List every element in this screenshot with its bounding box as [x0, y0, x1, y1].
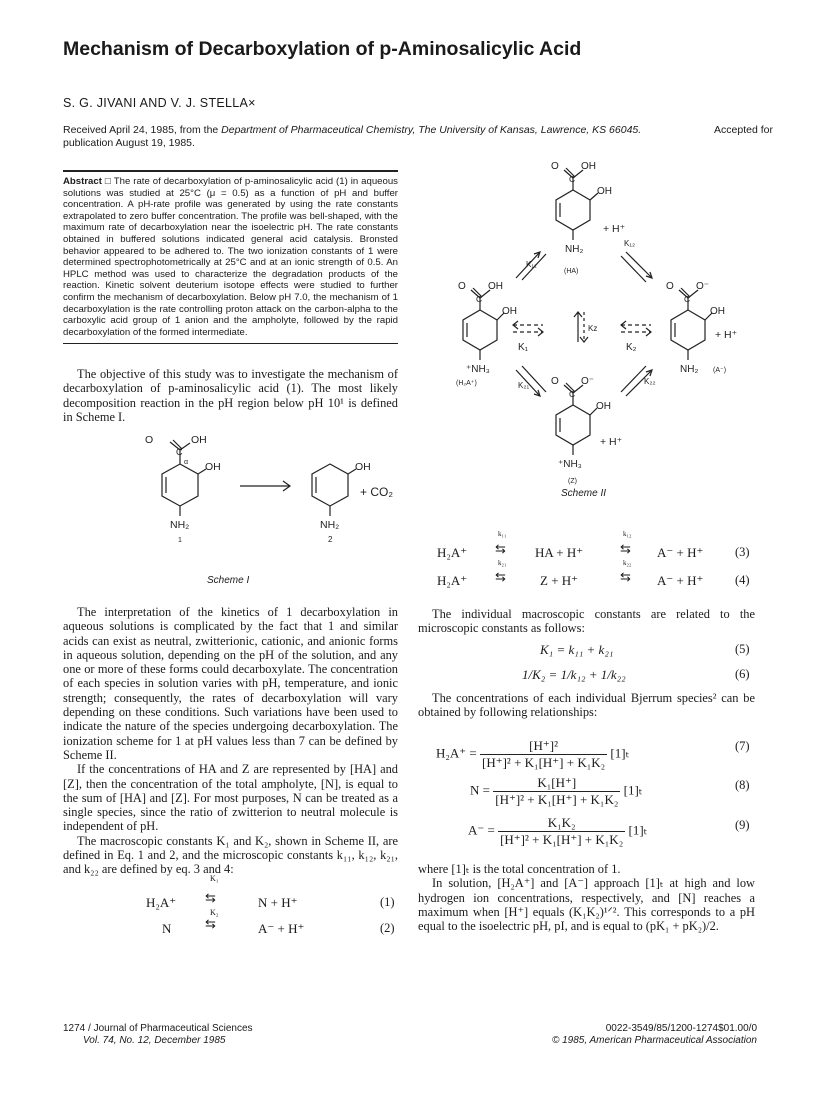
equation-6: 1/K₂ = 1/k₁₂ + 1/k₂₂	[522, 667, 626, 682]
equation-5-number: (5)	[735, 642, 750, 656]
equation-4-z: Z + H⁺	[540, 573, 579, 588]
svg-text:OH: OH	[596, 401, 611, 412]
co2-label: + CO₂	[360, 485, 393, 499]
received-dept: Department of Pharmaceutical Chemistry, The University of Kansas, Lawrence, KS 66045.	[221, 124, 642, 136]
equilibrium-arrow: ⇆	[620, 569, 631, 584]
constant-K2: K₂	[626, 342, 637, 353]
discussion-paragraph: The interpretation of the kinetics of 1 decarboxylation in aqueous solutions is complicated by the fact that 1 and similar acids can exist as neutral, zwitterionic, cationic, and anionic forms in aqueous solution, depending on the pH of the solution, and any one or more of these forms could decarboxylate. The concentration of each species in solution varies with pH, temperature, and ionic strength; consequently, the rates of decarboxylation will vary depending on these conditions. Such variations have been used to indicate the nature of the species undergoing decarboxylation. The ionization scheme for 1 at pH values less than 7 can be defined by Scheme II.	[63, 605, 398, 762]
equation-8: N = $\frac{\text{K₁[H⁺]}}{\text{[H⁺]² + K₁[H⁺] + K₁K₂}}$ [1]ₜ	[470, 775, 643, 807]
publication-date: publication August 19, 1985.	[63, 136, 195, 149]
intro-paragraph	[63, 367, 398, 424]
scheme-2-diagram	[418, 160, 763, 500]
equilibrium-arrow: ⇆	[205, 916, 216, 931]
equation-3-ha: HA + H⁺	[535, 545, 584, 560]
svg-text:O⁻: O⁻	[581, 376, 595, 387]
species-label-ha: (HA)	[564, 268, 579, 275]
compound-1-label: 1	[178, 537, 182, 544]
svg-text:OH: OH	[581, 161, 596, 172]
equation-8-number: (8)	[735, 778, 750, 792]
equation-3-h2a: H₂A⁺	[437, 545, 468, 560]
discussion-paragraph: The macroscopic constants K₁ and K₂, shown in Scheme II, are defined in Eq. 1 and 2, and the microscopic constants k₁₁, k₁₂, k₂₁, and k₂₂ are defined by eq. 3 and 4:	[63, 833, 398, 877]
svg-text:⁺NH₃: ⁺NH₃	[466, 364, 490, 375]
equation-3-a: A⁻ + H⁺	[657, 545, 704, 560]
footer-code: 0022-3549/85/1200-1274$01.00/0	[605, 1023, 757, 1034]
equation-2-rhs: A⁻ + H⁺	[258, 921, 305, 936]
constant-k22: K₂₂	[644, 377, 656, 386]
right-paragraph-3-wrap	[418, 862, 755, 933]
svg-text:OH: OH	[710, 306, 725, 317]
svg-text:OH: OH	[502, 306, 517, 317]
footer-journal	[63, 1023, 253, 1047]
equation-2-number: (2)	[380, 921, 395, 935]
equation-7: H₂A⁺ = $\frac{\text{[H⁺]²}}{\text{[H⁺]² + K₁[H⁺] + K₁K₂}}$ [1]ₜ	[436, 738, 630, 770]
svg-text:OH: OH	[488, 281, 503, 292]
received-line	[63, 124, 773, 149]
equilibrium-arrow: ⇆	[495, 541, 506, 556]
constant-k12: K₁₂	[624, 239, 636, 248]
equation-4-k21: k₂₁	[498, 559, 507, 567]
equation-4-a: A⁻ + H⁺	[657, 573, 704, 588]
equilibrium-arrow: ⇆	[495, 569, 506, 584]
right-column-text	[418, 607, 755, 636]
equation-3-k11: k₁₁	[498, 530, 507, 538]
equation-2: N	[162, 921, 172, 936]
svg-text:O: O	[145, 434, 154, 446]
equation-1-constant: K₁	[210, 874, 219, 883]
svg-text:O: O	[551, 161, 559, 172]
svg-text:O: O	[666, 281, 674, 292]
proton-label: + H⁺	[600, 436, 623, 448]
right-paragraph-3: where [1]ₜ is the total concentration of 1.	[418, 862, 621, 876]
abstract-label: Abstract □	[63, 176, 111, 187]
constant-K1: K₁	[518, 342, 529, 353]
svg-text:OH: OH	[191, 434, 207, 446]
authors: S. G. JIVANI AND V. J. STELLA×	[63, 96, 256, 110]
svg-text:α: α	[184, 459, 189, 466]
svg-text:C: C	[569, 174, 576, 184]
constant-k21: K₂₁	[518, 381, 530, 390]
discussion-paragraphs	[63, 605, 398, 877]
equation-9: A⁻ = $\frac{\text{K₁K₂}}{\text{[H⁺]² + K₁[H⁺] + K₁K₂}}$ [1]ₜ	[468, 815, 648, 847]
equation-3-number: (3)	[735, 545, 750, 559]
footer-journal-name: 1274 / Journal of Pharmaceutical Sciences	[63, 1023, 253, 1034]
svg-text:C: C	[684, 294, 691, 304]
scheme-2-caption: Scheme II	[561, 488, 607, 499]
abstract	[63, 170, 398, 344]
footer-copyright	[500, 1023, 757, 1047]
svg-text:NH₂: NH₂	[680, 364, 699, 375]
svg-text:OH: OH	[205, 461, 221, 473]
equation-7-number: (7)	[735, 739, 750, 753]
svg-text:O: O	[458, 281, 466, 292]
species-label-h2a: (H₂A⁺)	[456, 380, 477, 387]
svg-text:NH₂: NH₂	[565, 244, 584, 255]
svg-text:C: C	[476, 294, 483, 304]
right-paragraph-2: The concentrations of each individual Bjerrum species² can be obtained by following relationships:	[418, 691, 755, 720]
discussion-paragraph: If the concentrations of HA and Z are represented by [HA] and [Z], then the concentration of the total ampholyte, [N], is equal to the sum of [HA] and [Z]. For most purposes, N can be treated as a single species, since the ratio of zwitterion to neutral molecule is independent of pH.	[63, 762, 398, 834]
equation-4-number: (4)	[735, 573, 750, 587]
right-paragraph-2-wrap	[418, 691, 755, 720]
equation-1-number: (1)	[380, 895, 395, 909]
svg-text:⁺NH₃: ⁺NH₃	[558, 459, 582, 470]
svg-text:O: O	[551, 376, 559, 387]
right-paragraph-4: In solution, [H₂A⁺] and [A⁻] approach [1]ₜ at high and low hydrogen ion concentrations, respectively, and [N] reaches a maximum when [H⁺] equals (K₁K₂)¹ᐟ². This corresponds to a pH equal to the isoelectric pH, pI, and is equal to (pK₁ + pK₂)/2.	[418, 876, 755, 934]
benzene-ring-1	[162, 464, 198, 506]
footer-copyright-text: © 1985, American Pharmaceutical Association	[551, 1035, 757, 1046]
benzene-ring-2	[312, 464, 348, 506]
footer-volume: Vol. 74, No. 12, December 1985	[83, 1035, 226, 1046]
equation-9-number: (9)	[735, 818, 750, 832]
page-title: Mechanism of Decarboxylation of p-Aminosalicylic Acid	[63, 38, 582, 60]
svg-text:C: C	[176, 447, 183, 457]
svg-text:C: C	[569, 389, 576, 399]
scheme-1-caption: Scheme I	[207, 575, 250, 586]
equation-1-rhs: N + H⁺	[258, 895, 298, 910]
proton-label: + H⁺	[603, 223, 626, 235]
svg-text:O⁻: O⁻	[696, 281, 710, 292]
species-label-z: (Z)	[568, 478, 577, 485]
equation-4-h2a: H₂A⁺	[437, 573, 468, 588]
svg-text:OH: OH	[597, 186, 612, 197]
equation-2-constant: K₂	[210, 908, 219, 917]
equation-3-k12: k₁₂	[623, 530, 632, 538]
equilibrium-arrow: ⇆	[205, 890, 216, 905]
svg-text:OH: OH	[355, 461, 371, 473]
constant-Kz: Kz	[588, 324, 598, 333]
intro-text: The objective of this study was to investigate the mechanism of decarboxylation of p-aminosalicylic acid (1). The most likely decomposition reaction in the pH region below pH 10¹ is defined in Scheme I.	[63, 367, 398, 424]
proton-label: + H⁺	[715, 329, 738, 341]
equation-6-number: (6)	[735, 667, 750, 681]
equation-4-k22: k₂₂	[623, 559, 632, 567]
svg-text:NH₂: NH₂	[320, 519, 340, 531]
scheme-1-diagram	[140, 434, 400, 584]
equilibrium-arrow: ⇆	[620, 541, 631, 556]
svg-text:NH₂: NH₂	[170, 519, 190, 531]
accepted-label: Accepted for	[714, 124, 773, 136]
equation-5: K₁ = k₁₁ + k₂₁	[540, 642, 614, 657]
right-paragraph-1: The individual macroscopic constants are related to the microscopic constants as follows:	[418, 607, 755, 636]
species-label-a: (A⁻)	[713, 367, 727, 374]
received-prefix: Received April 24, 1985, from the	[63, 124, 222, 136]
compound-2-label: 2	[328, 535, 333, 544]
abstract-text: The rate of decarboxylation of p-aminosalicylic acid (1) in aqueous solutions was studied at 25°C (μ = 0.5) as a function of pH and buffer concentration. A pH-rate profile was generated by using the rate constants extrapolated to zero buffer concentration. The profile was bell-shaped, with the maximum rate of decarboxylation near the isoelectric pH. The rate constants obtained in buffered solutions indicated general acid catalysis. Bronsted behavior appeared to be adhered to. The two ionization constants of 1 were determined spectrophotometrically at 25°C and at an ionic strength of 0.5. An HPLC method was used to characterize the degradation products of the reaction. Kinetic solvent deuterium isotope effects were studied to further confirm the mechanism of decarboxylation. Below pH 7.0, the mechanism of 1 decarboxylation is the rate controlling proton attack on the carbon-alpha to the carboxylic acid group of 1 anion and the ampholyte, followed by the rapid decarboxylation of the formed intermediate.	[63, 176, 398, 338]
equation-1: H₂A⁺	[146, 895, 177, 910]
constant-k11: K₁₁	[526, 260, 537, 269]
